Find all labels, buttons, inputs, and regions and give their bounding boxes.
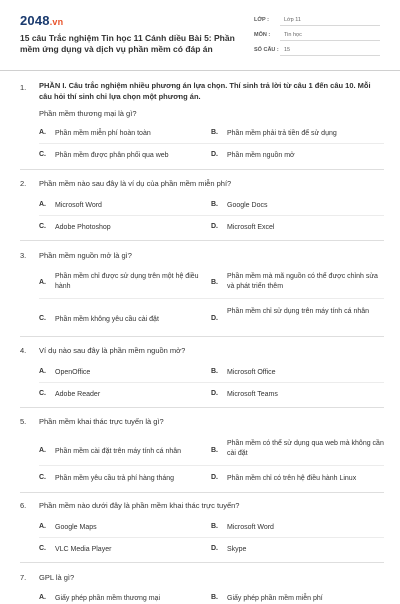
count-underline bbox=[280, 55, 380, 56]
option-letter: B. bbox=[211, 368, 218, 375]
option-b[interactable]: Phần mềm có thể sử dụng qua web mà không cần cài đặt bbox=[227, 440, 384, 457]
logo-main: 2048 bbox=[20, 13, 50, 28]
option-b[interactable]: Microsoft Office bbox=[227, 369, 276, 376]
question-text: Phần mềm khai thác trực tuyến là gì? bbox=[39, 417, 164, 426]
class-value: Lớp 11 bbox=[284, 17, 301, 23]
option-letter: A. bbox=[39, 201, 46, 208]
section-intro: PHẦN I. Câu trắc nghiệm nhiều phương án lựa chọn. Thí sinh trả lời từ câu 1 đến câu 10. Mỗi câu hỏi thí sinh chỉ lựa chọn một phương án. bbox=[39, 81, 371, 101]
question-divider bbox=[20, 562, 384, 563]
question-divider bbox=[20, 169, 384, 170]
option-letter: B. bbox=[211, 447, 218, 454]
option-d[interactable]: Skype bbox=[227, 546, 247, 553]
option-a[interactable]: OpenOffice bbox=[55, 369, 91, 376]
option-c[interactable]: Phần mềm yêu cầu trả phí hàng tháng bbox=[55, 475, 175, 482]
option-c[interactable]: Adobe Photoshop bbox=[55, 224, 111, 231]
question-divider bbox=[20, 492, 384, 493]
subject-value: Tin học bbox=[284, 32, 302, 38]
question-text: Phần mềm nào dưới đây là phần mềm khai thác trực tuyến? bbox=[39, 501, 240, 510]
option-letter: C. bbox=[39, 474, 46, 481]
site-logo[interactable] bbox=[20, 13, 63, 28]
option-row-divider bbox=[39, 143, 384, 144]
logo-suffix: .vn bbox=[49, 17, 64, 27]
option-c[interactable]: VLC Media Player bbox=[55, 546, 112, 553]
question-text: Phần mềm nguồn mở là gì? bbox=[39, 251, 132, 260]
option-letter: C. bbox=[39, 223, 46, 230]
option-letter: A. bbox=[39, 594, 46, 601]
option-b[interactable]: Phần mềm mà mã nguồn có thể được chỉnh sửa và phát triển thêm bbox=[227, 273, 378, 290]
header-divider bbox=[0, 70, 400, 71]
question-number: 5. bbox=[20, 417, 27, 426]
question-divider bbox=[20, 240, 384, 241]
option-c[interactable]: Adobe Reader bbox=[55, 391, 101, 398]
page-title: 15 câu Trắc nghiệm Tin học 11 Cánh diều Bài 5: Phần mềm ứng dụng và dịch vụ phần mềm có đáp án bbox=[20, 33, 235, 54]
subject-underline bbox=[280, 40, 380, 41]
question-number: 4. bbox=[20, 346, 27, 355]
option-letter: D. bbox=[211, 474, 218, 481]
option-letter: C. bbox=[39, 390, 46, 397]
option-letter: D. bbox=[211, 545, 218, 552]
option-letter: D. bbox=[211, 223, 218, 230]
question-number: 6. bbox=[20, 501, 27, 510]
option-d[interactable]: Phần mềm nguồn mở bbox=[227, 152, 295, 159]
option-b[interactable]: Microsoft Word bbox=[227, 524, 274, 531]
question-number: 2. bbox=[20, 179, 27, 188]
option-letter: B. bbox=[211, 201, 218, 208]
option-letter: C. bbox=[39, 545, 46, 552]
option-row-divider bbox=[39, 465, 384, 466]
option-letter: D. bbox=[211, 315, 218, 322]
question-divider bbox=[20, 407, 384, 408]
question-text: Phần mềm nào sau đây là ví dụ của phần mềm miễn phí? bbox=[39, 179, 232, 188]
option-c[interactable]: Phần mềm được phân phối qua web bbox=[55, 152, 169, 159]
class-underline bbox=[280, 25, 380, 26]
option-a[interactable]: Google Maps bbox=[55, 524, 97, 531]
question-text: GPL là gì? bbox=[39, 573, 75, 582]
subject-label: MÔN : bbox=[254, 32, 271, 38]
option-d[interactable]: Microsoft Teams bbox=[227, 391, 278, 398]
option-letter: B. bbox=[211, 279, 218, 286]
option-a[interactable]: Phần mềm cài đặt trên máy tính cá nhân bbox=[55, 448, 182, 455]
option-letter: C. bbox=[39, 151, 46, 158]
question-text: Ví dụ nào sau đây là phần mềm nguồn mở? bbox=[39, 346, 186, 355]
option-a[interactable]: Phần mềm miễn phí hoàn toàn bbox=[55, 130, 151, 137]
option-b[interactable]: Google Docs bbox=[227, 202, 268, 209]
option-c[interactable]: Phần mềm không yêu cầu cài đặt bbox=[55, 316, 159, 323]
option-letter: A. bbox=[39, 279, 46, 286]
option-letter: C. bbox=[39, 315, 46, 322]
question-number: 1. bbox=[20, 83, 27, 92]
option-letter: D. bbox=[211, 390, 218, 397]
option-letter: B. bbox=[211, 523, 218, 530]
question-number: 3. bbox=[20, 251, 27, 260]
option-a[interactable]: Phần mềm chỉ được sử dụng trên một hệ điều hành bbox=[55, 273, 199, 290]
option-d[interactable]: Microsoft Excel bbox=[227, 224, 275, 231]
count-value: 15 bbox=[284, 47, 291, 53]
option-d[interactable]: Phần mềm chỉ có trên hệ điều hành Linux bbox=[227, 475, 357, 482]
option-letter: D. bbox=[211, 151, 218, 158]
question-text: Phần mềm thương mại là gì? bbox=[39, 109, 137, 118]
option-row-divider bbox=[39, 215, 384, 216]
option-b[interactable]: Giấy phép phần mềm miễn phí bbox=[227, 595, 323, 602]
option-letter: A. bbox=[39, 129, 46, 136]
option-a[interactable]: Microsoft Word bbox=[55, 202, 102, 209]
option-row-divider bbox=[39, 537, 384, 538]
question-number: 7. bbox=[20, 573, 27, 582]
page-header bbox=[0, 0, 400, 66]
option-d[interactable]: Phần mềm chỉ sử dụng trên máy tính cá nhân bbox=[227, 308, 370, 315]
option-letter: B. bbox=[211, 129, 218, 136]
option-letter: A. bbox=[39, 368, 46, 375]
class-label: LỚP : bbox=[254, 17, 269, 23]
count-label: SỐ CÂU : bbox=[254, 47, 279, 53]
option-letter: B. bbox=[211, 594, 218, 601]
question-divider bbox=[20, 336, 384, 337]
option-b[interactable]: Phần mềm phải trả tiền để sử dụng bbox=[227, 130, 337, 137]
option-row-divider bbox=[39, 382, 384, 383]
option-letter: A. bbox=[39, 523, 46, 530]
option-letter: A. bbox=[39, 447, 46, 454]
option-row-divider bbox=[39, 298, 384, 299]
option-a[interactable]: Giấy phép phần mềm thương mại bbox=[55, 595, 160, 602]
